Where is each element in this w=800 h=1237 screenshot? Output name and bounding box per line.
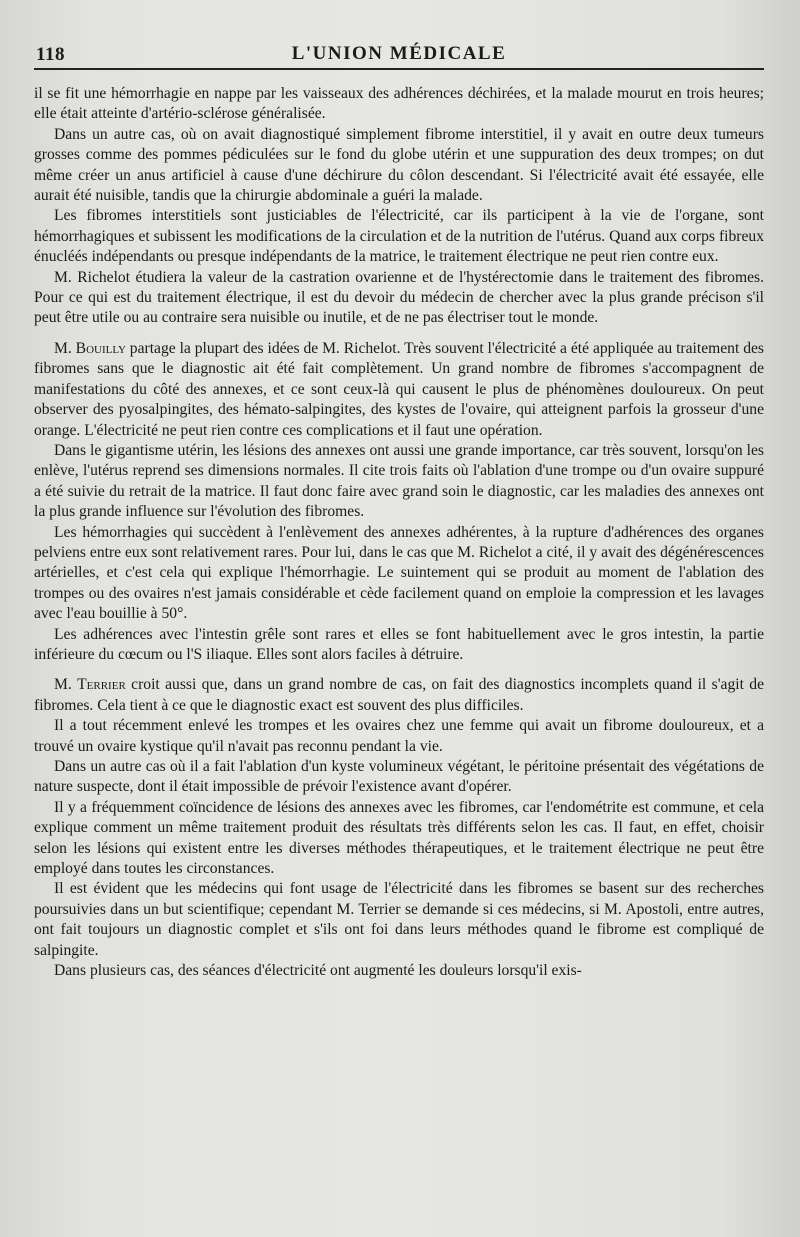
paragraph: Dans plusieurs cas, des séances d'électricité ont augmenté les douleurs lorsqu'il exis- xyxy=(54,962,582,980)
paragraph: Les hémorrhagies qui succèdent à l'enlèvement des annexes adhérentes, à la rupture d'adhérences des organes pelviens entre eux sont relativement rares. Pour lui, dans le cas que M. Richelot a cité, il y avait des dégénérescences artérielles, et c'est cela qui explique l'hémorrhagie. Le suintement qui se produit au moment de l'ablation des trompes ou des ovaires n'est jamais considérable et cède facilement quand on emploie la compression et les lavages avec l'eau bouillie à 50°. xyxy=(34,523,764,623)
paragraph: Dans un autre cas où il a fait l'ablation d'un kyste volumineux végétant, le péritoine présentait des végétations de nature suspecte, dont il était impossible de prévoir l'existence avant d'opérer. xyxy=(34,758,764,796)
paragraph: il se fit une hémorrhagie en nappe par les vaisseaux des adhérences déchirées, et la malade mourut en trois heures; elle était atteinte d'artério-sclérose généralisée. xyxy=(34,85,764,123)
paragraph-text: croit aussi que, dans un grand nombre de cas, on fait des diagnostics incomplets quand il s'agit de fibromes. Cela tient à ce que le diagnostic exact est souvent des plus difficiles. xyxy=(34,676,764,714)
paragraph: Dans un autre cas, où on avait diagnostiqué simplement fibrome interstitiel, il y avait en outre deux tumeurs grosses comme des pommes pédiculées sur le fond du globe utérin et une suppuration des deux trompes; on dut même créer un anus artificiel à cause d'une déchirure du côlon descendant. Si l'électricité avait été essayée, elle aurait été nuisible, tandis que la chirurgie abdominale a guéri la malade. xyxy=(34,125,764,205)
paragraph: Il a tout récemment enlevé les trompes et les ovaires chez une femme qui avait un fibrome douloureux, et a trouvé un ovaire kystique qu'il n'avait pas reconnu pendant la vie. xyxy=(34,717,764,755)
speaker-name: Bouilly xyxy=(75,339,126,357)
paragraph-terrier xyxy=(34,675,764,716)
paragraph-text: partage la plupart des idées de M. Richelot. Très souvent l'électricité a été appliquée au traitement des fibromes sans que le diagnostic ait été fait complètement. Un grand nombre de fibromes s'accompagnent de manifestations du côté des annexes, et ce sont ceux-là qui causent le plus de phénomènes douloureux. On peut observer des pyosalpingites, des hémato-salpingites, des kystes de l'ovaire, qui atteignent parfois la grosseur d'une orange. L'électricité ne peut rien contre ces complications et il faut une opération. xyxy=(34,339,764,439)
paragraph: Dans le gigantisme utérin, les lésions des annexes ont aussi une grande importance, car très souvent, lorsqu'on les enlève, l'utérus reprend ses dimensions normales. Il cite trois faits où l'ablation d'une trompe ou d'un ovaire suppuré a été suivie du retrait de la matrice. Il faut donc faire avec grand soin le diagnostic, car les maladies des annexes ont la plus grande influence sur l'évolution des fibromes. xyxy=(34,441,764,521)
paragraph-bouilly xyxy=(34,339,764,441)
speaker-name: Terrier xyxy=(77,676,126,694)
paragraph: Il est évident que les médecins qui font usage de l'électricité dans les fibromes se basent sur des recherches poursuivies dans un but scientifique; cependant M. Terrier se demande si ces médecins, si M. Apostoli, entre autres, ont fait toujours un diagnostic complet et s'ils ont foi dans leurs méthodes quand le fibrome est compliqué de salpingite. xyxy=(34,880,764,959)
paragraph: Les adhérences avec l'intestin grêle sont rares et elles se font habituellement avec le gros intestin, la partie inférieure du cœcum ou l'S iliaque. Elles sont alors faciles à détruire. xyxy=(34,625,764,663)
page-number: 118 xyxy=(36,44,65,65)
paragraph: Les fibromes interstitiels sont justiciables de l'électricité, car ils participent à la vie de l'organe, sont hémorrhagiques et subissent les modifications de la circulation et de la nutrition de l'utérus. Quand aux corps fibreux énucléés indépendants ou presque indépendants de la matrice, le traitement électrique ne peut rien contre eux. xyxy=(34,207,764,266)
journal-title: L'UNION MÉDICALE xyxy=(291,43,507,64)
paragraph: M. Richelot étudiera la valeur de la castration ovarienne et de l'hystérectomie dans le traitement des fibromes. Pour ce qui est du traitement électrique, il est du devoir du médecin de chercher avec la plus grande précison s'il peut être utile ou au contraire sera nuisible ou inutile, et de ne pas électriser tout le monde. xyxy=(34,268,764,327)
speaker-prefix: M. xyxy=(54,676,78,694)
paragraph: Il y a fréquemment coïncidence de lésions des annexes avec les fibromes, car l'endométrite est commune, et cela explique comment un même traitement produit des résultats très différents selon les cas. Il faut, en effet, choisir selon les lésions qui existent entre les diverses méthodes thérapeutiques, et le traitement électrique ne peut être employé dans toutes les circonstances. xyxy=(34,798,764,878)
article-body xyxy=(34,84,764,981)
page-header xyxy=(34,38,764,70)
speaker-prefix: M. xyxy=(54,339,76,357)
